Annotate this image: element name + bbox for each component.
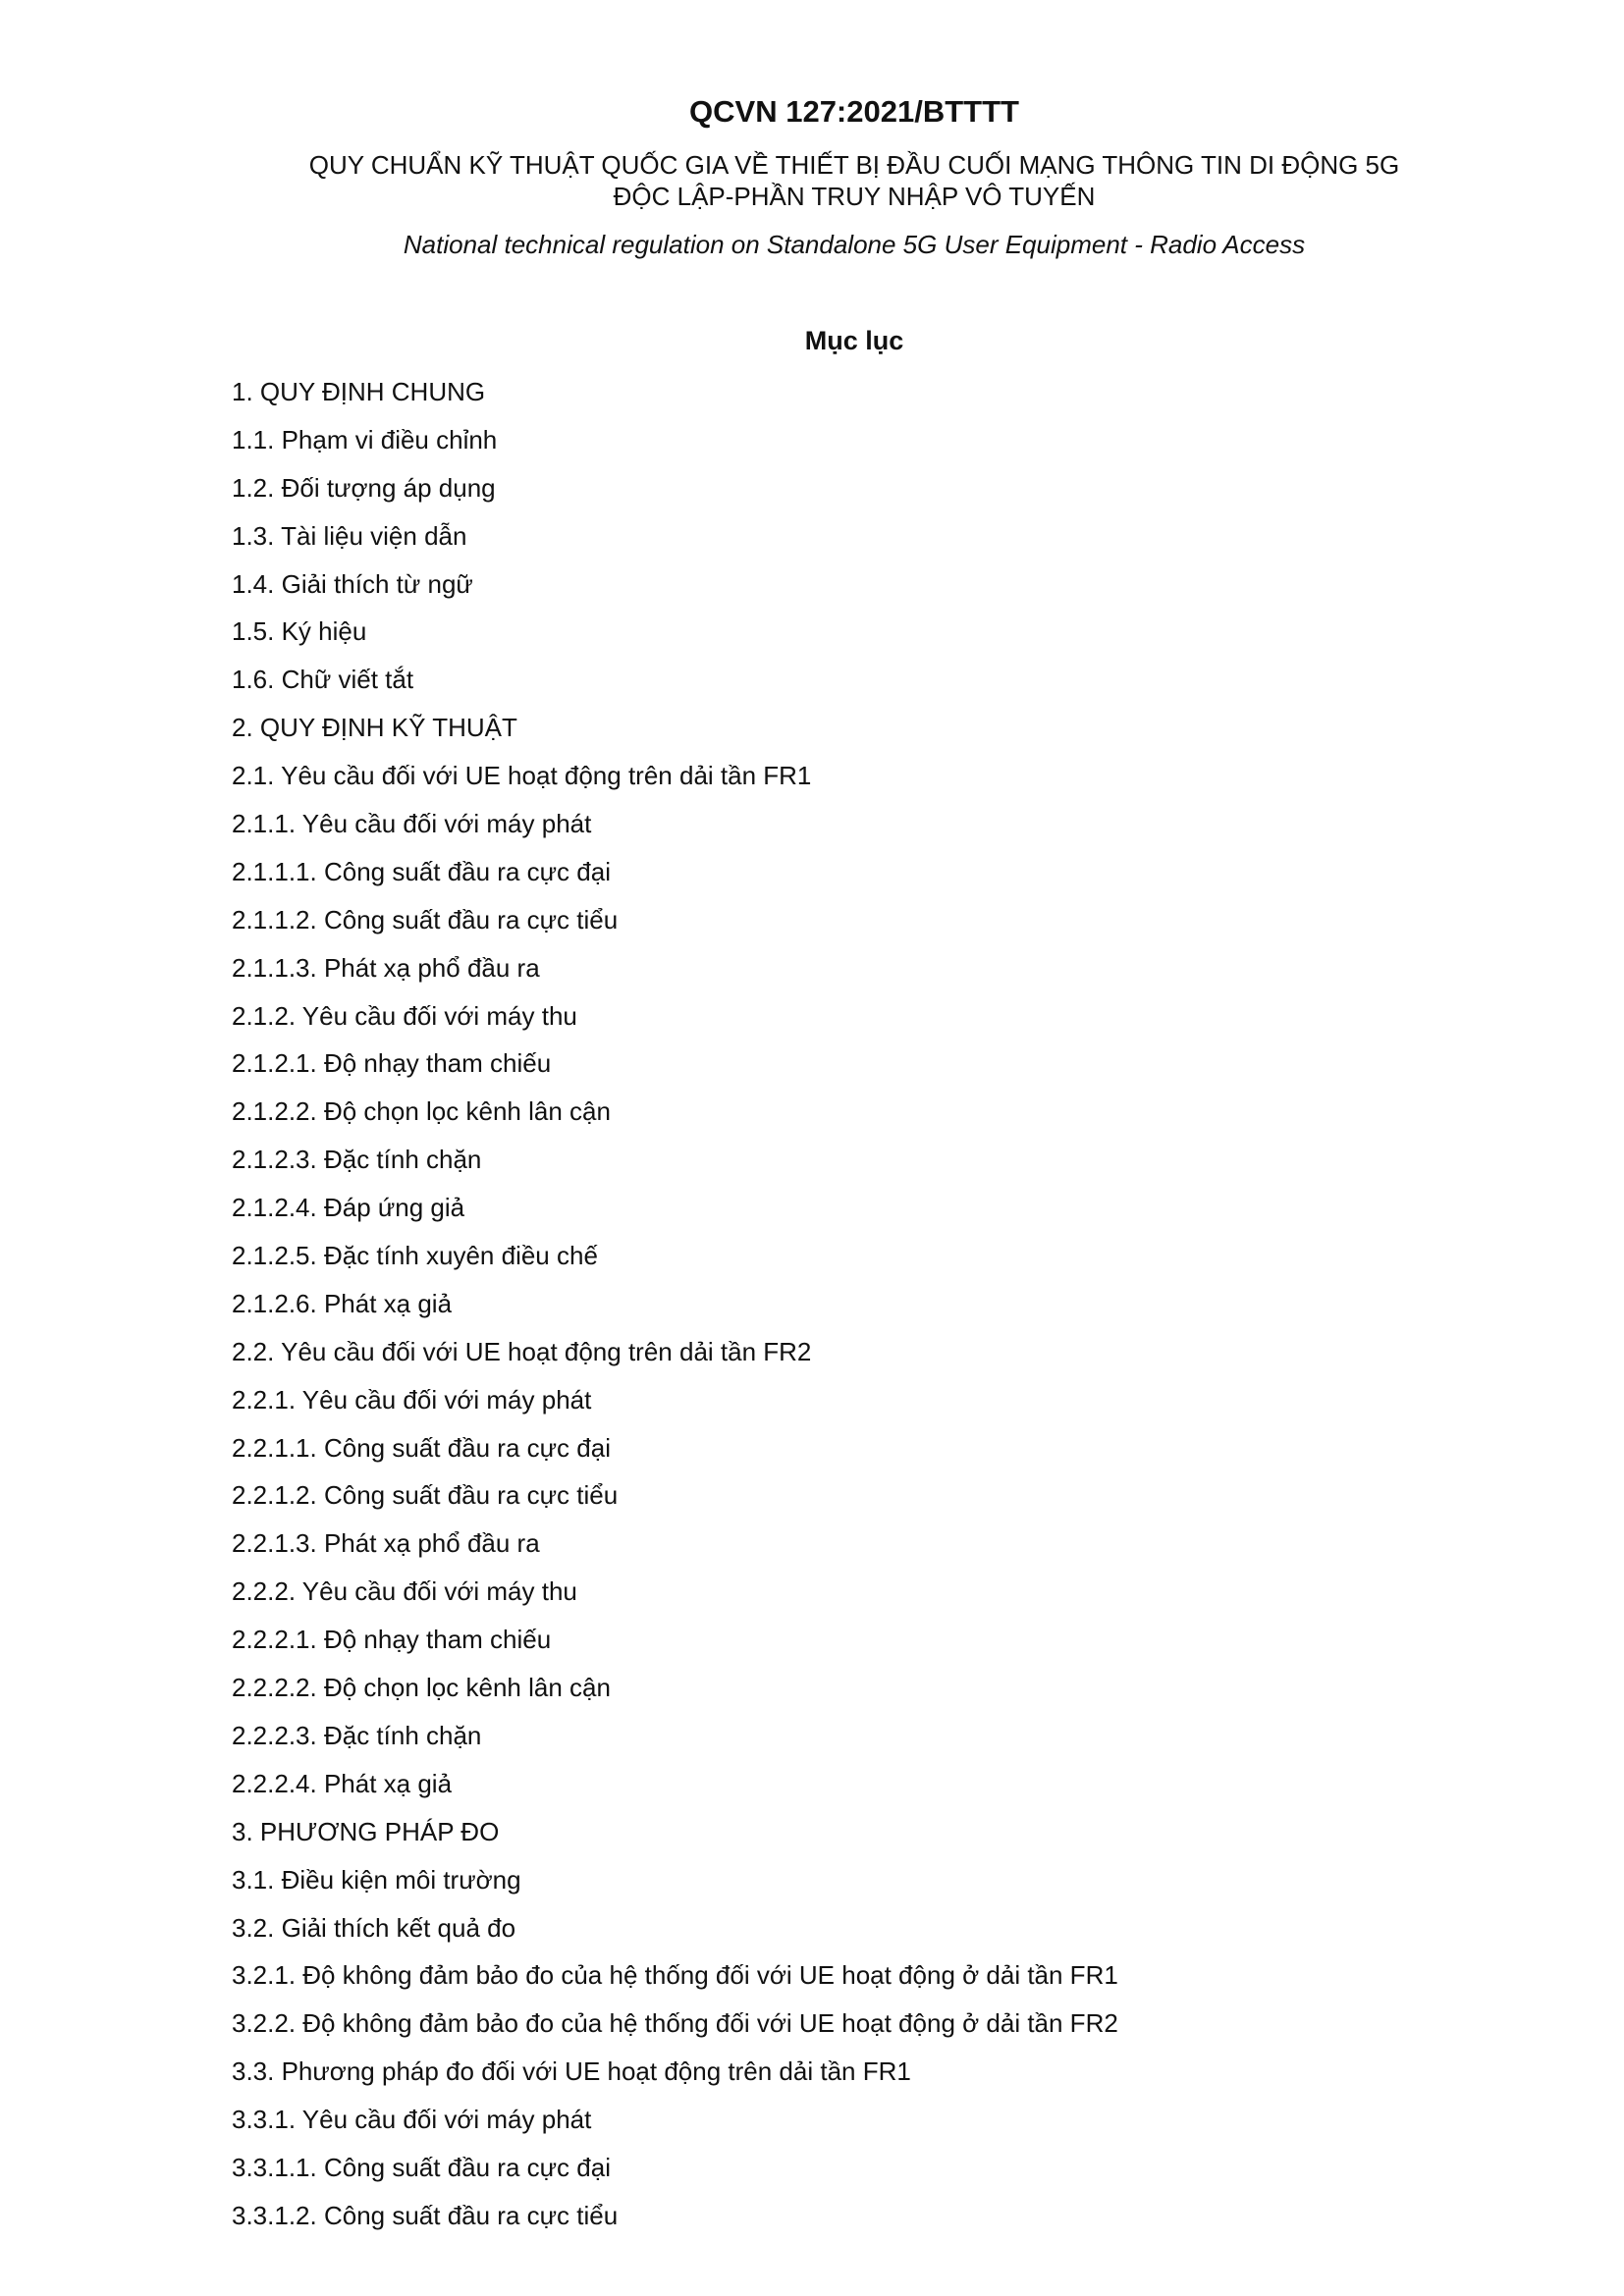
document-title-english: National technical regulation on Standalone 5G User Equipment - Radio Access <box>403 230 1306 259</box>
table-of-contents <box>232 368 1118 2240</box>
document-title-vietnamese-line-2: ĐỘC LẬP-PHẦN TRUY NHẬP VÔ TUYẾN <box>613 182 1096 211</box>
toc-entry: 3.2.1. Độ không đảm bảo đo của hệ thống đối với UE hoạt động ở dải tần FR1 <box>232 1960 1118 1991</box>
toc-entry: 2.1.2.2. Độ chọn lọc kênh lân cận <box>232 1096 611 1127</box>
toc-entry: 2.1.2.5. Đặc tính xuyên điều chế <box>232 1241 598 1271</box>
toc-entry: 2.1.1.3. Phát xạ phổ đầu ra <box>232 952 540 983</box>
toc-entry: 1.3. Tài liệu viện dẫn <box>232 520 467 551</box>
toc-entry: 1.1. Phạm vi điều chỉnh <box>232 424 498 454</box>
toc-entry: 2.2.2.2. Độ chọn lọc kênh lân cận <box>232 1673 611 1703</box>
toc-entry: 3.1. Điều kiện môi trường <box>232 1864 521 1895</box>
toc-entry: 3.3.1.2. Công suất đầu ra cực tiểu <box>232 2200 619 2230</box>
toc-entry: 2.1. Yêu cầu đối với UE hoạt động trên dải tần FR1 <box>232 761 812 791</box>
toc-entry: 3.3.1. Yêu cầu đối với máy phát <box>232 2105 592 2135</box>
toc-entry: 2.2.2. Yêu cầu đối với máy thu <box>232 1576 577 1607</box>
toc-entry: 2.1.2.6. Phát xạ giả <box>232 1288 453 1318</box>
table-of-contents-heading: Mục lục <box>804 326 904 355</box>
toc-entry: 2.1.1.1. Công suất đầu ra cực đại <box>232 856 611 886</box>
toc-entry: 2.1.2.4. Đáp ứng giả <box>232 1193 465 1223</box>
toc-entry: 2.2.2.1. Độ nhạy tham chiếu <box>232 1625 552 1655</box>
toc-entry: 1.6. Chữ viết tắt <box>232 665 414 695</box>
toc-entry: 1.4. Giải thích từ ngữ <box>232 568 473 599</box>
toc-entry: 1.2. Đối tượng áp dụng <box>232 472 496 503</box>
toc-entry: 3.2. Giải thích kết quả đo <box>232 1912 516 1943</box>
toc-entry: 2.2.1.1. Công suất đầu ra cực đại <box>232 1432 611 1463</box>
toc-entry: 3. PHƯƠNG PHÁP ĐO <box>232 1816 500 1846</box>
toc-entry: 1.5. Ký hiệu <box>232 616 367 647</box>
document-code: QCVN 127:2021/BTTTT <box>689 94 1019 129</box>
toc-entry: 2.2.2.3. Đặc tính chặn <box>232 1720 482 1750</box>
document-title-vietnamese-line-1: QUY CHUẨN KỸ THUẬT QUỐC GIA VỀ THIẾT BỊ ĐẦU CUỐI MẠNG THÔNG TIN DI ĐỘNG 5G <box>308 150 1400 180</box>
toc-entry: 2.2.1. Yêu cầu đối với máy phát <box>232 1384 592 1415</box>
toc-entry: 2.1.1.2. Công suất đầu ra cực tiểu <box>232 904 619 934</box>
toc-entry: 2.1.2.3. Đặc tính chặn <box>232 1145 482 1175</box>
toc-entry: 1. QUY ĐỊNH CHUNG <box>232 377 486 406</box>
toc-entry: 3.3.1.1. Công suất đầu ra cực đại <box>232 2152 611 2182</box>
toc-entry: 2.1.2. Yêu cầu đối với máy thu <box>232 1000 577 1031</box>
toc-entry: 2.2.1.3. Phát xạ phổ đầu ra <box>232 1528 540 1559</box>
toc-entry: 2.2.2.4. Phát xạ giả <box>232 1768 453 1798</box>
toc-entry: 2.1.2.1. Độ nhạy tham chiếu <box>232 1048 552 1079</box>
toc-entry: 3.3. Phương pháp đo đối với UE hoạt động trên dải tần FR1 <box>232 2056 911 2087</box>
toc-entry: 3.2.2. Độ không đảm bảo đo của hệ thống đối với UE hoạt động ở dải tần FR2 <box>232 2008 1118 2039</box>
toc-entry: 2. QUY ĐỊNH KỸ THUẬT <box>232 713 517 743</box>
toc-entry: 2.2. Yêu cầu đối với UE hoạt động trên dải tần FR2 <box>232 1336 812 1366</box>
toc-entry: 2.1.1. Yêu cầu đối với máy phát <box>232 809 592 839</box>
toc-entry: 2.2.1.2. Công suất đầu ra cực tiểu <box>232 1480 619 1511</box>
